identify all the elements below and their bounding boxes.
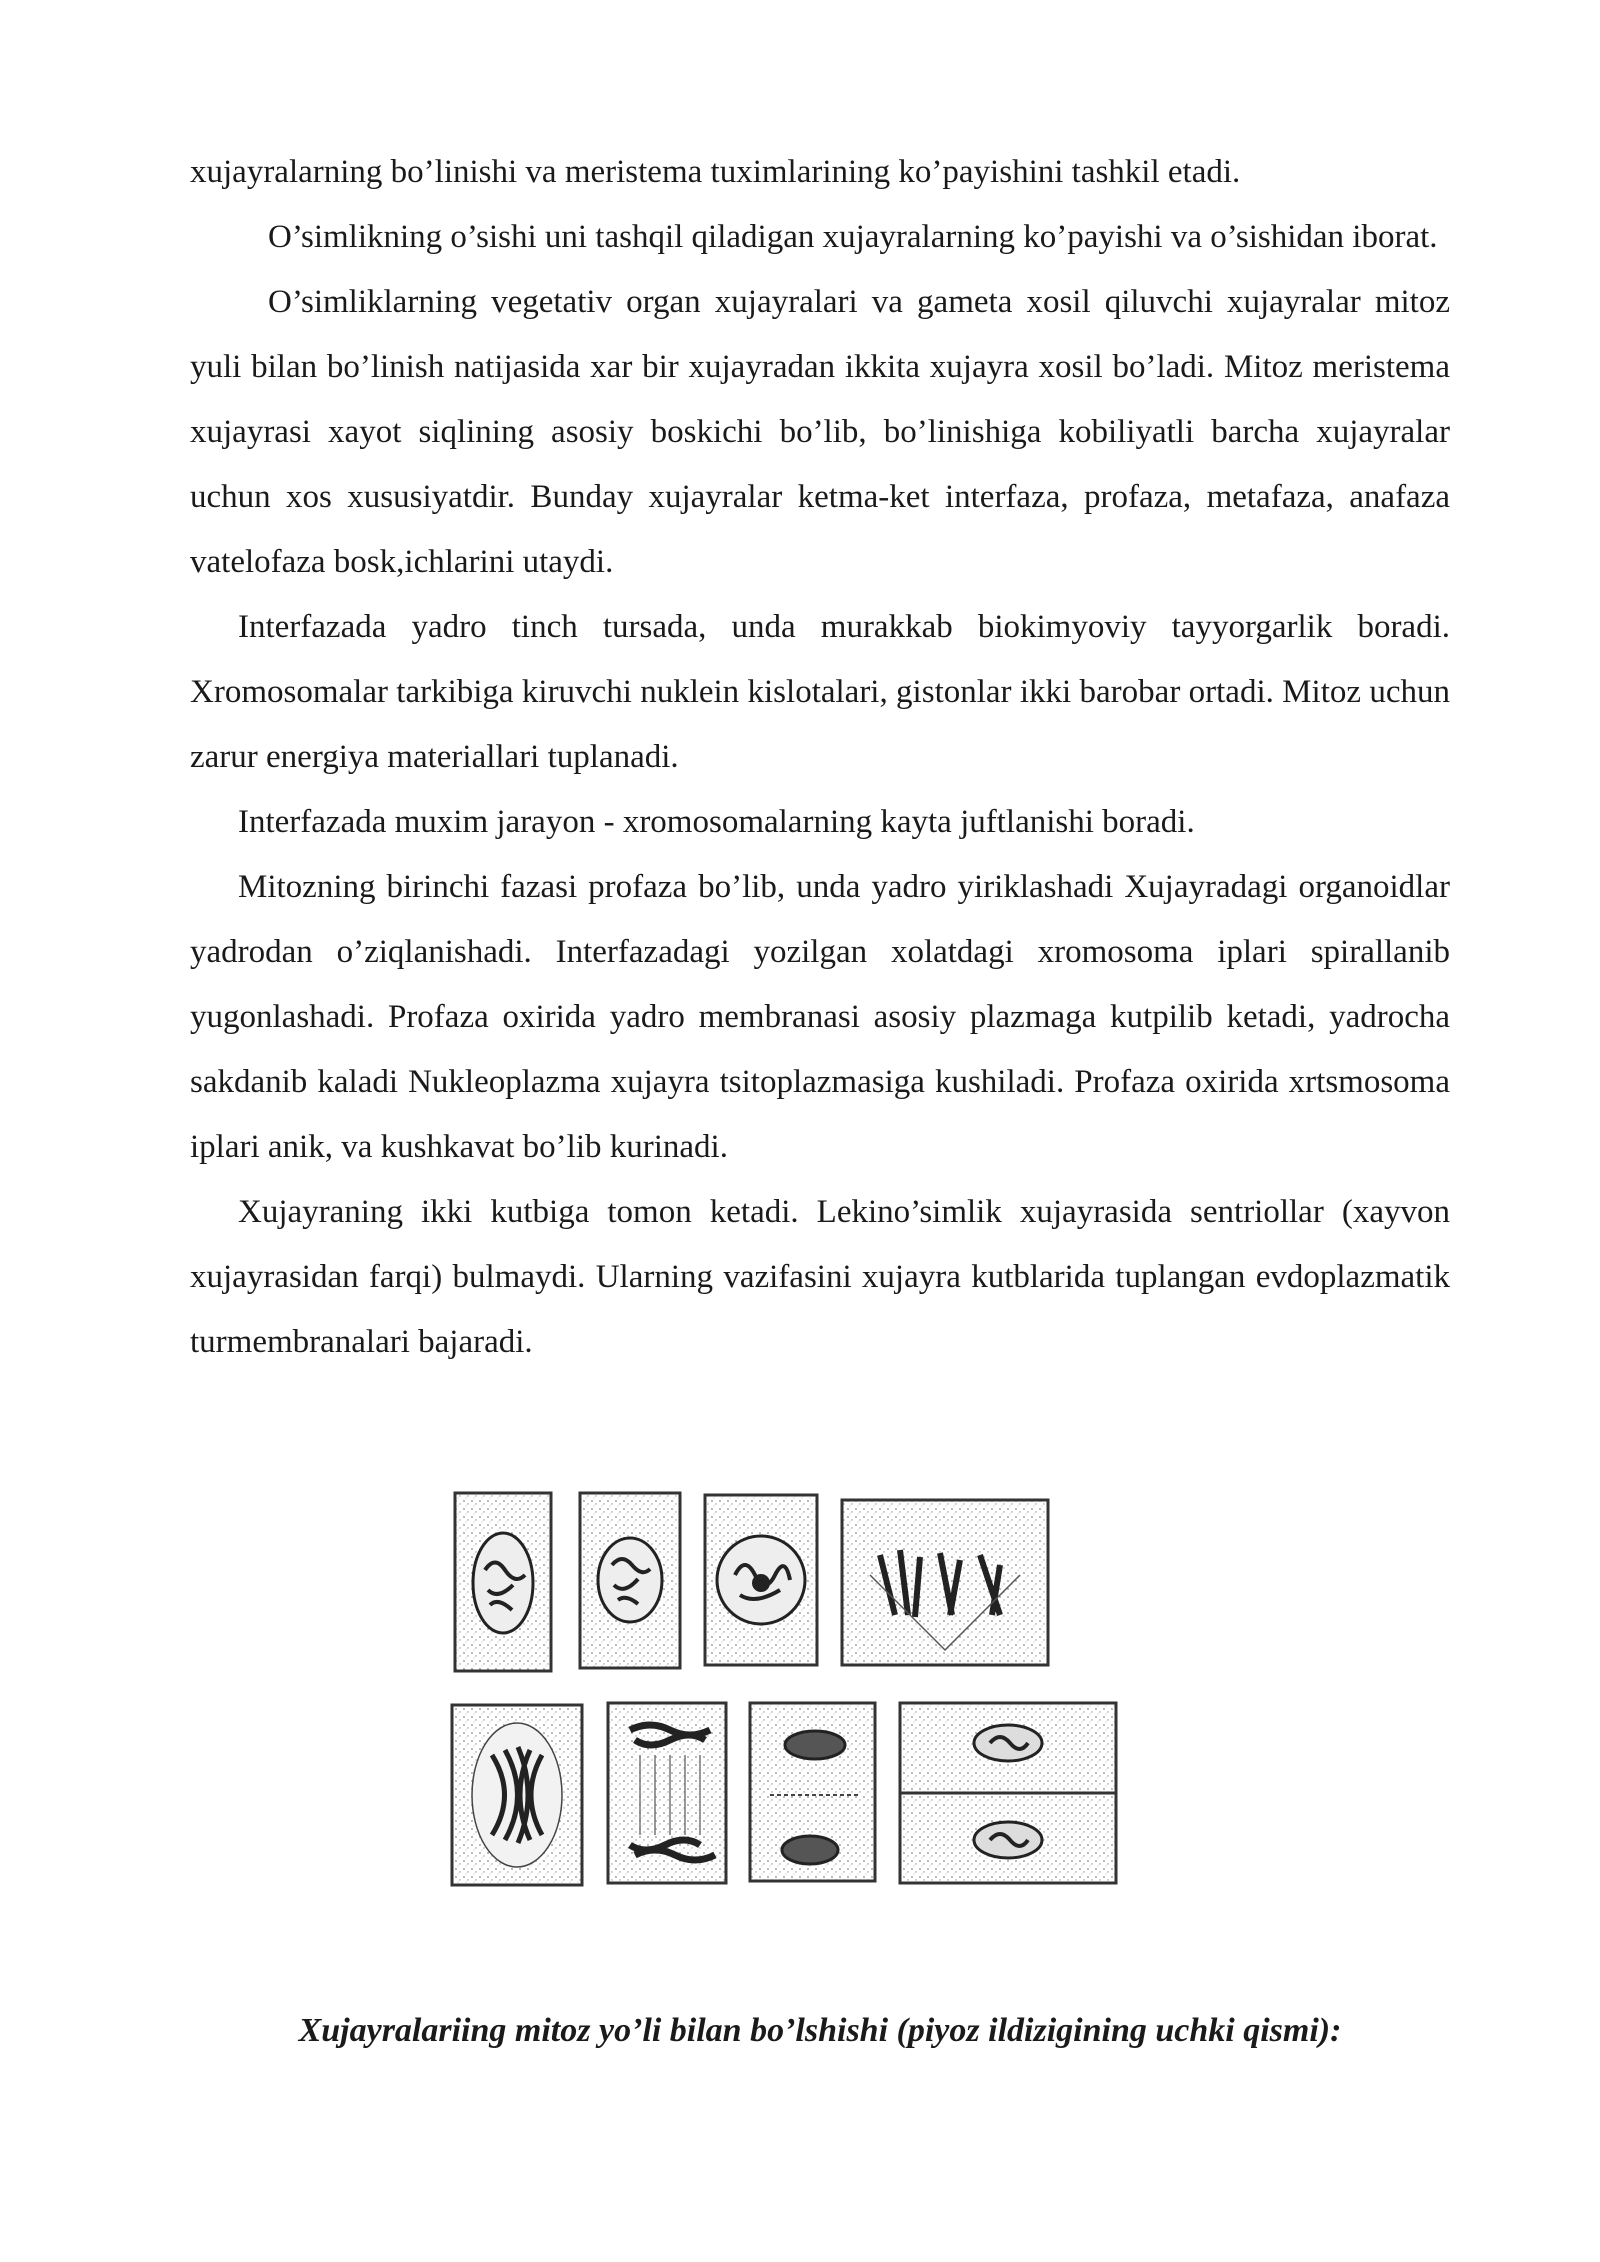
cell-daughter-cells bbox=[900, 1703, 1116, 1883]
paragraph-2: O’simlikning o’sishi uni tashqil qiladigan xujayralarning ko’payishi va o’sishidan iborat. bbox=[268, 219, 1438, 255]
cell-telophase bbox=[750, 1703, 875, 1881]
paragraph-3: O’simliklarning vegetativ organ xujayralari va gameta xosil qiluvchi xujayralar mitoz yuli bilan bo’linish natijasida xar bir xujayradan ikkita xujayra xosil bo’ladi. Mitoz meristema xujayrasi xayot siqlining asosiy boskichi bo’lib, bo’linishiga kobiliyatli barcha xujayralar uchun xos xususiyatdir. Bunday xujayralar ketma-ket interfaza, profaza, metafaza, anafaza vatelofaza bosk,ichlarini utaydi. bbox=[190, 284, 1450, 580]
cell-anaphase bbox=[608, 1703, 726, 1883]
paragraph-5: Interfazada muxim jarayon - xromosomalarning kayta juftlanishi boradi. bbox=[238, 804, 1195, 840]
paragraph-7: Xujayraning ikki kutbiga tomon ketadi. Lekino’simlik xujayrasida sentriollar (xayvon xujayrasidan farqi) bulmaydi. Ularning vazifasini xujayra kutblarida tuplangan evdoplazmatik turmembranalari bajaradi. bbox=[190, 1194, 1450, 1360]
mitosis-figure bbox=[430, 1475, 1140, 1945]
figure-caption: Xujayralariing mitoz yo’li bilan bo’lshishi (piyoz ildizigining uchki qismi): bbox=[298, 2012, 1342, 2049]
paragraph-4: Interfazada yadro tinch tursada, unda murakkab biokimyoviy tayyorgarlik boradi. Xromosomalar tarkibiga kiruvchi nuklein kislotalari, gistonlar ikki barobar ortadi. Mitoz uchun zarur energiya materiallari tuplanadi. bbox=[190, 609, 1450, 775]
paragraph-1: xujayralarning bo’linishi va meristema tuximlarining ko’payishini tashkil etadi. bbox=[190, 154, 1241, 190]
cell-metaphase bbox=[452, 1705, 582, 1885]
mitosis-stages-illustration bbox=[430, 1475, 1140, 1945]
cell-early-prophase bbox=[580, 1493, 680, 1668]
cell-late-prophase bbox=[842, 1500, 1048, 1665]
cell-prophase bbox=[705, 1495, 817, 1665]
cell-interphase bbox=[455, 1493, 551, 1671]
document-body bbox=[190, 140, 1450, 1375]
paragraph-6: Mitozning birinchi fazasi profaza bo’lib, unda yadro yiriklashadi Xujayradagi organoidlar yadrodan o’ziqlanishadi. Interfazadagi yozilgan xolatdagi xromosoma iplari spirallanib yugonlashadi. Profaza oxirida yadro membranasi asosiy plazmaga kutpilib ketadi, yadrocha sakdanib kaladi Nukleoplazma xujayra tsitoplazmasiga kushiladi. Profaza oxirida xrtsmosoma iplari anik, va kushkavat bo’lib kurinadi. bbox=[190, 869, 1450, 1165]
